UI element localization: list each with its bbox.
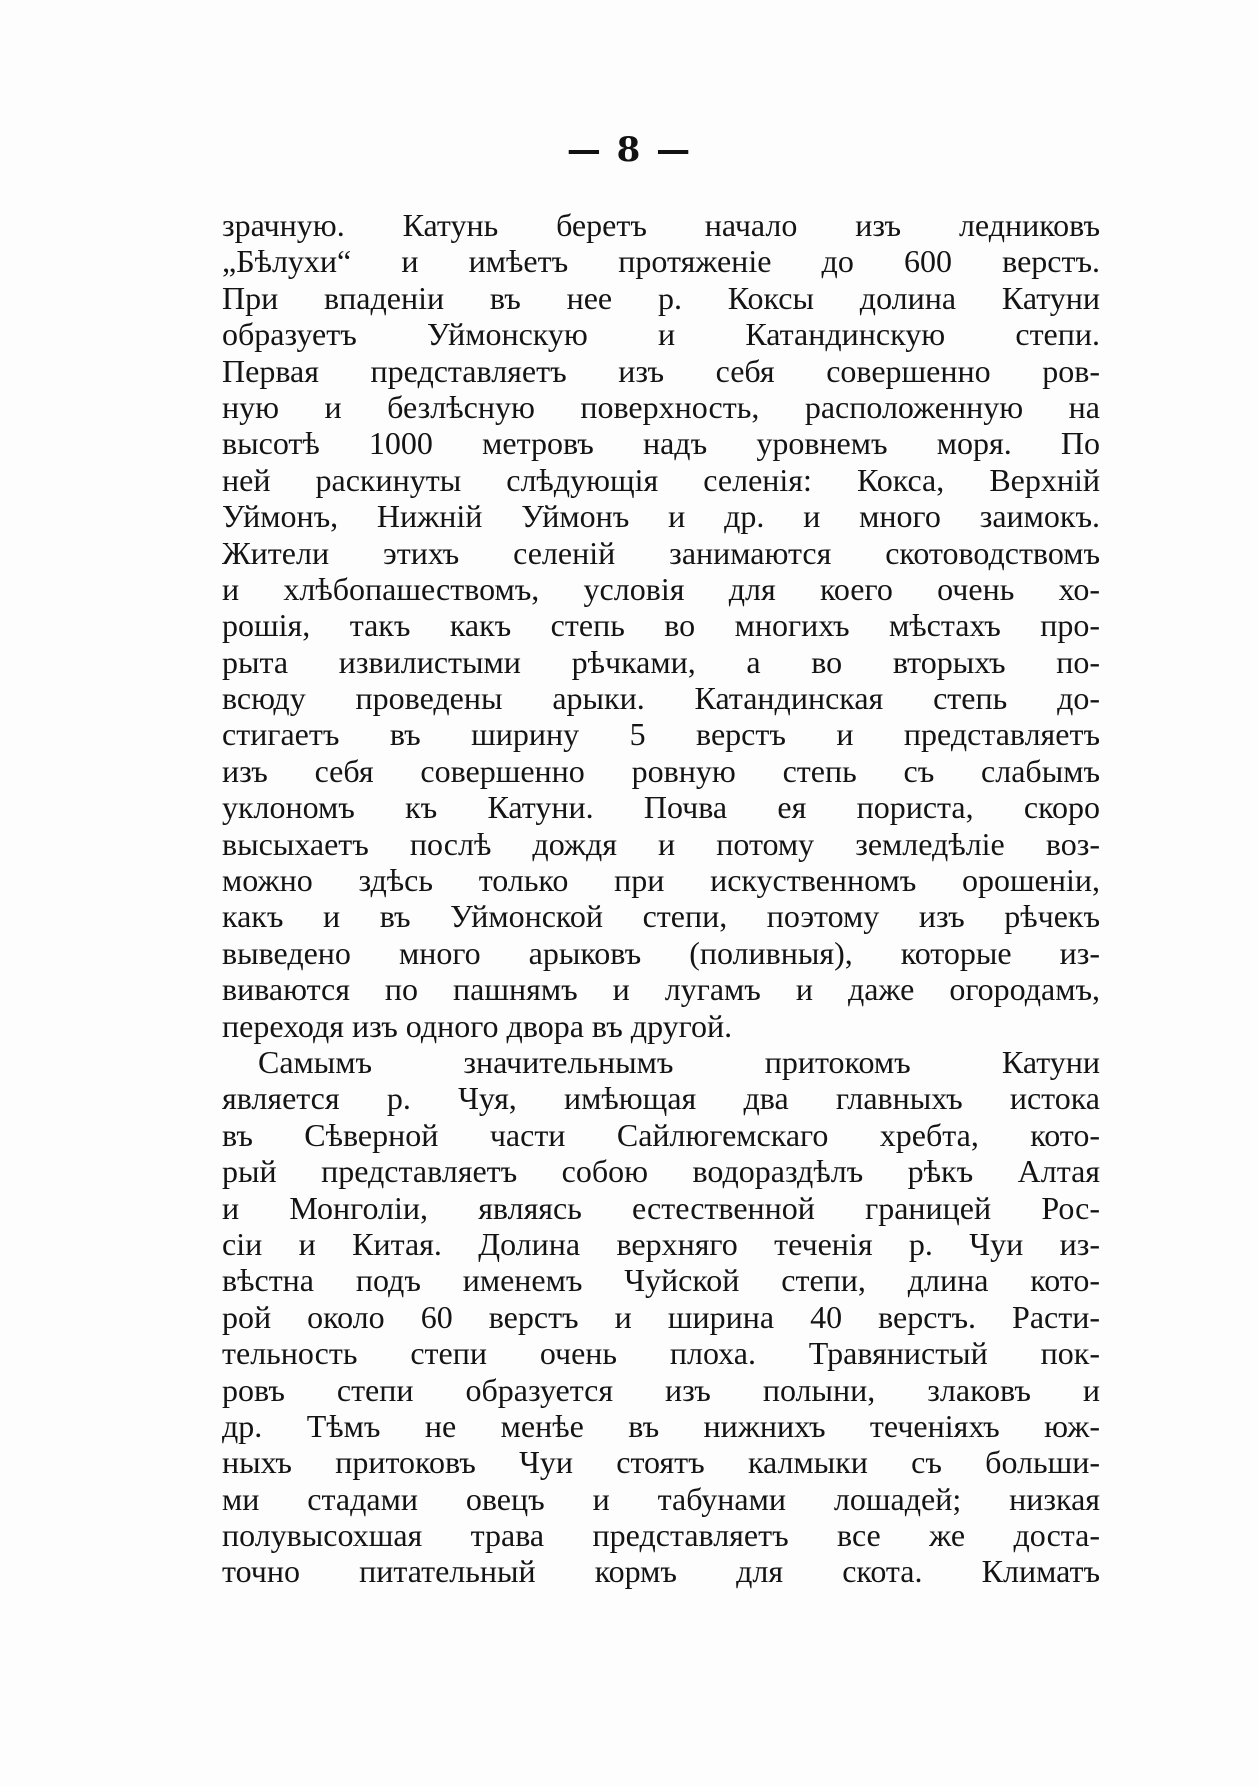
text-line: ней раскинуты слѣдующія селенія: Кокса, Верхній (222, 461, 1100, 498)
text-line: рошія, такъ какъ степь во многихъ мѣстахъ про- (222, 607, 1100, 644)
page-number: — 8 — (566, 130, 693, 170)
text-line: является р. Чуя, имѣющая два главныхъ истока (222, 1080, 1100, 1117)
text-line: всюду проведены арыки. Катандинская степь до- (222, 680, 1100, 717)
text-line: „Бѣлухи“ и имѣетъ протяженіе до 600 верстъ. (222, 243, 1100, 280)
text-line: Уймонъ, Нижній Уймонъ и др. и много заимокъ. (222, 498, 1100, 535)
text-line: ровъ степи образуется изъ полыни, злаковъ и (222, 1371, 1100, 1408)
body-text (222, 207, 1100, 1590)
text-line: тельность степи очень плоха. Травянистый пок- (222, 1335, 1100, 1372)
text-line: въ Сѣверной части Сайлюгемскаго хребта, кото- (222, 1116, 1100, 1153)
text-line: выведено много арыковъ (поливныя), которые из- (222, 934, 1100, 971)
text-line: ми стадами овецъ и табунами лошадей; низкая (222, 1480, 1100, 1517)
text-line: Первая представляетъ изъ себя совершенно ров- (222, 352, 1100, 389)
text-line: ныхъ притоковъ Чуи стоятъ калмыки съ больши- (222, 1444, 1100, 1481)
text-line: и Монголіи, являясь естественной границей Рос- (222, 1189, 1100, 1226)
text-line: рой около 60 верстъ и ширина 40 верстъ. Расти- (222, 1298, 1100, 1335)
text-line: При впаденіи въ нее р. Коксы долина Катуни (222, 279, 1100, 316)
text-line: переходя изъ одного двора въ другой. (222, 1007, 733, 1044)
text-line: и хлѣбопашествомъ, условія для коего очень хо- (222, 570, 1100, 607)
text-line: изъ себя совершенно ровную степь съ слабымъ (222, 752, 1100, 789)
text-line: ную и безлѣсную поверхность, расположенную на (222, 388, 1100, 425)
text-line: вѣстна подъ именемъ Чуйской степи, длина кото- (222, 1262, 1100, 1299)
text-line: точно питательный кормъ для скота. Климатъ (222, 1553, 1100, 1590)
text-line: Самымъ значительнымъ притокомъ Катуни (258, 1043, 1100, 1080)
text-line: образуетъ Уймонскую и Катандинскую степи. (222, 316, 1100, 353)
text-line: высотѣ 1000 метровъ надъ уровнемъ моря. По (222, 425, 1100, 462)
text-line: можно здѣсь только при искуственномъ орошеніи, (222, 862, 1100, 899)
text-line: сіи и Китая. Долина верхняго теченія р. Чуи из- (222, 1225, 1100, 1262)
text-line: зрачную. Катунь беретъ начало изъ ледниковъ (222, 207, 1100, 243)
paragraph-1 (222, 207, 1100, 1044)
text-line: рыта извилистыми рѣчками, а во вторыхъ по- (222, 643, 1100, 680)
text-line: полувысохшая трава представляетъ все же доста- (222, 1517, 1100, 1554)
text-line: какъ и въ Уймонской степи, поэтому изъ рѣчекъ (222, 898, 1100, 935)
text-line: стигаетъ въ ширину 5 верстъ и представляетъ (222, 716, 1100, 753)
text-line: рый представляетъ собою водораздѣлъ рѣкъ Алтая (222, 1153, 1100, 1190)
paragraph-2 (222, 1044, 1100, 1590)
text-line: др. Тѣмъ не менѣе въ нижнихъ теченіяхъ юж- (222, 1407, 1100, 1444)
text-line: высыхаетъ послѣ дождя и потому земледѣліе воз- (222, 825, 1100, 862)
text-line: уклономъ къ Катуни. Почва ея пориста, скоро (222, 789, 1100, 826)
text-line: Жители этихъ селеній занимаются скотоводствомъ (222, 534, 1100, 571)
text-line: виваются по пашнямъ и лугамъ и даже огородамъ, (222, 971, 1100, 1008)
